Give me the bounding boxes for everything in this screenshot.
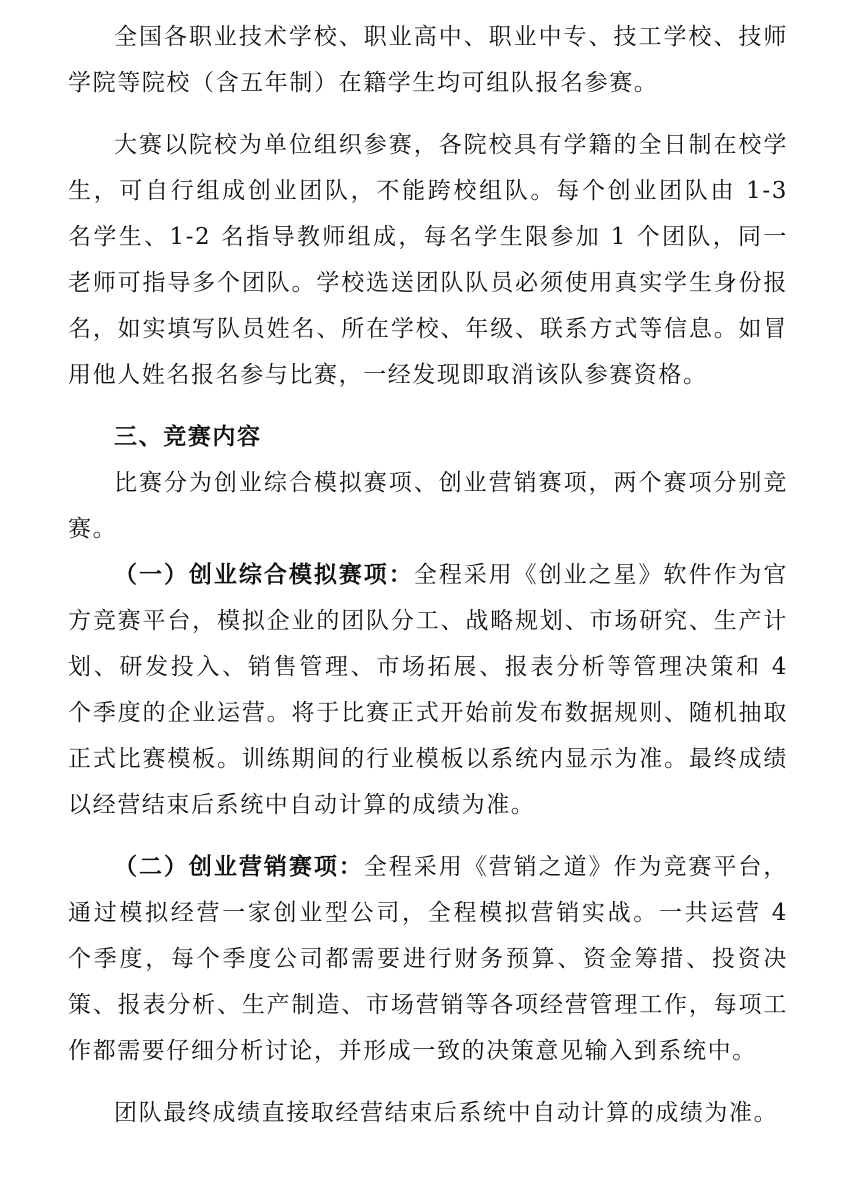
- paragraph-comprehensive-simulation: [68, 552, 788, 828]
- paragraph-final-score: 团队最终成绩直接取经营结束后系统中自动计算的成绩为准。: [114, 1100, 779, 1126]
- section-heading-competition-content: 三、竞赛内容: [114, 424, 262, 450]
- item-text-marketing: 全程采用《营销之道》作为竞赛平台，通过模拟经营一家创业型公司，全程模拟营销实战。一共运营 4 个季度，每个季度公司都需要进行财务预算、资金筹措、投资决策、报表分析、生产制造、市场营销等各项经营管理工作，每项工作都需要仔细分析讨论，并形成一致的决策意见输入到系统中。: [68, 854, 789, 1064]
- item-label-marketing: （二）创业营销赛项：: [114, 854, 364, 880]
- paragraph-marketing: [68, 844, 788, 1074]
- paragraph-team-rules: 大赛以院校为单位组织参赛，各院校具有学籍的全日制在校学生，可自行组成创业团队，不能跨校组队。每个创业团队由 1-3 名学生、1-2 名指导教师组成，每名学生限参加 1 个团队，同一老师可指导多个团队。学校选送团队队员必须使用真实学生身份报名，如实填写队员姓名、所在学校、年级、联系方式等信息。如冒用他人姓名报名参与比赛，一经发现即取消该队参赛资格。: [68, 132, 788, 388]
- document-page: [68, 14, 788, 1136]
- paragraph-competition-overview: 比赛分为创业综合模拟赛项、创业营销赛项，两个赛项分别竞赛。: [68, 470, 788, 542]
- item-label-comprehensive-simulation: （一）创业综合模拟赛项：: [114, 562, 414, 588]
- paragraph-eligibility: 全国各职业技术学校、职业高中、职业中专、技工学校、技师学院等院校（含五年制）在籍学生均可组队报名参赛。: [68, 24, 788, 96]
- item-text-comprehensive-simulation: 全程采用《创业之星》软件作为官方竞赛平台，模拟企业的团队分工、战略规划、市场研究、生产计划、研发投入、销售管理、市场拓展、报表分析等管理决策和 4 个季度的企业运营。将于比赛正式开始前发布数据规则、随机抽取正式比赛模板。训练期间的行业模板以系统内显示为准。最终成绩以经营结束后系统中自动计算的成绩为准。: [68, 562, 789, 818]
